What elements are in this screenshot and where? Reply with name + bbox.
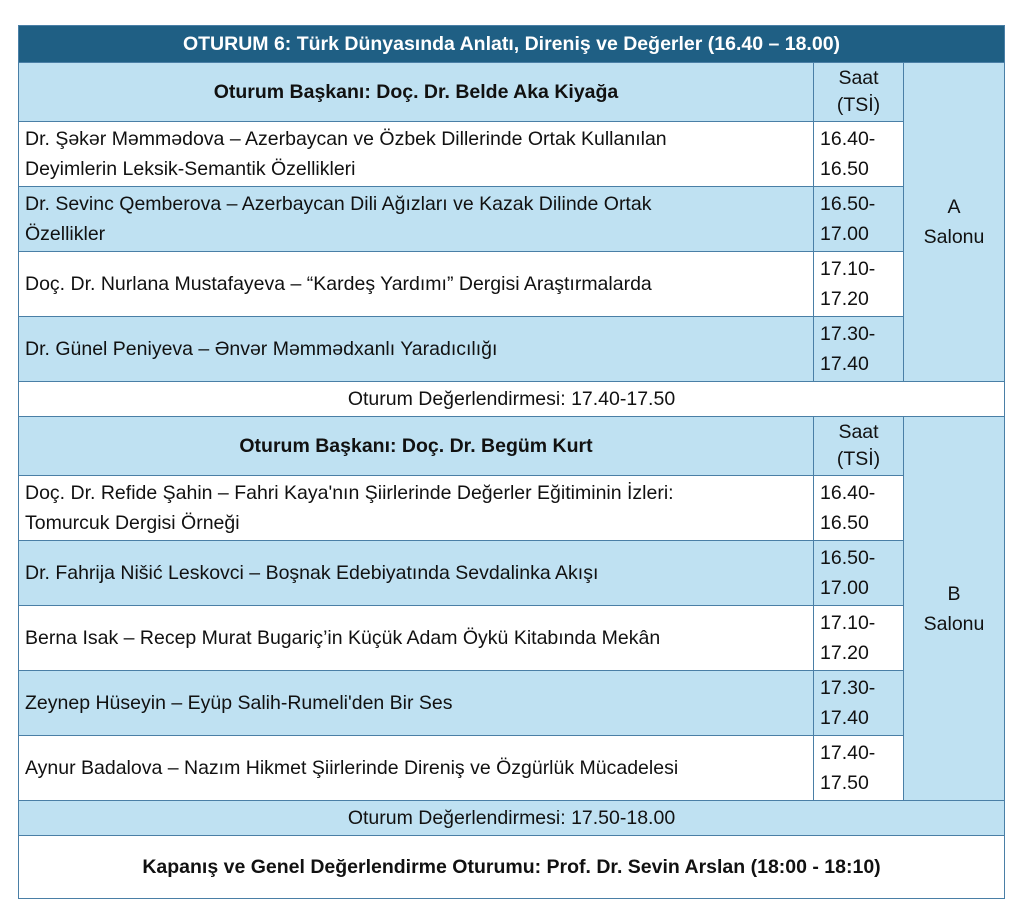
talk-time: 16.50- 17.00 [814,187,904,252]
talk-row [19,541,1005,606]
session-chair: Oturum Başkanı: Doç. Dr. Belde Aka Kiyağa [19,63,814,122]
talk-cell: Aynur Badalova – Nazım Hikmet Şiirlerinde Direniş ve Özgürlük Mücadelesi [19,736,814,801]
talk-time: 16.40- 16.50 [814,122,904,187]
talk-cell: Dr. Fahrija Nišić Leskovci – Boşnak Edebiyatında Sevdalinka Akışı [19,541,814,606]
talk-row [19,671,1005,736]
talk-row [19,476,1005,541]
talk-cell: Dr. Şəkər Məmmədova – Azerbaycan ve Özbek Dillerinde Ortak Kullanılan Deyimlerin Leksik-Semantik Özellikleri [19,122,814,187]
chair-row [19,417,1005,476]
time-header: Saat (TSİ) [814,63,904,122]
talk-cell: Doç. Dr. Nurlana Mustafayeva – “Kardeş Yardımı” Dergisi Araştırmalarda [19,252,814,317]
session-chair: Oturum Başkanı: Doç. Dr. Begüm Kurt [19,417,814,476]
talk-row [19,606,1005,671]
talk-time: 16.50- 17.00 [814,541,904,606]
talk-row [19,317,1005,382]
talk-cell: Dr. Sevinc Qemberova – Azerbaycan Dili Ağızları ve Kazak Dilinde Ortak Özellikler [19,187,814,252]
talk-row [19,122,1005,187]
talk-row [19,736,1005,801]
talk-row [19,187,1005,252]
talk-cell: Dr. Günel Peniyeva – Ənvər Məmmədxanlı Yaradıcılığı [19,317,814,382]
talk-time: 17.10- 17.20 [814,252,904,317]
session-evaluation: Oturum Değerlendirmesi: 17.40-17.50 [19,382,1005,417]
talk-time: 17.40- 17.50 [814,736,904,801]
talk-cell: Doç. Dr. Refide Şahin – Fahri Kaya'nın Şiirlerinde Değerler Eğitiminin İzleri: Tomurcuk Dergisi Örneği [19,476,814,541]
time-header: Saat (TSİ) [814,417,904,476]
talk-time: 17.30- 17.40 [814,317,904,382]
hall-label: B Salonu [904,417,1005,801]
talk-time: 16.40- 16.50 [814,476,904,541]
hall-label: A Salonu [904,63,1005,382]
session-schedule-table [18,25,1005,899]
talk-row [19,252,1005,317]
talk-time: 17.30- 17.40 [814,671,904,736]
session-evaluation: Oturum Değerlendirmesi: 17.50-18.00 [19,801,1005,836]
talk-time: 17.10- 17.20 [814,606,904,671]
talk-cell: Zeynep Hüseyin – Eyüp Salih-Rumeli'den Bir Ses [19,671,814,736]
chair-row [19,63,1005,122]
session-title: OTURUM 6: Türk Dünyasında Anlatı, Direniş ve Değerler (16.40 – 18.00) [19,26,1005,63]
talk-cell: Berna Isak – Recep Murat Bugariç’in Küçük Adam Öykü Kitabında Mekân [19,606,814,671]
closing-session: Kapanış ve Genel Değerlendirme Oturumu: Prof. Dr. Sevin Arslan (18:00 - 18:10) [19,836,1005,899]
